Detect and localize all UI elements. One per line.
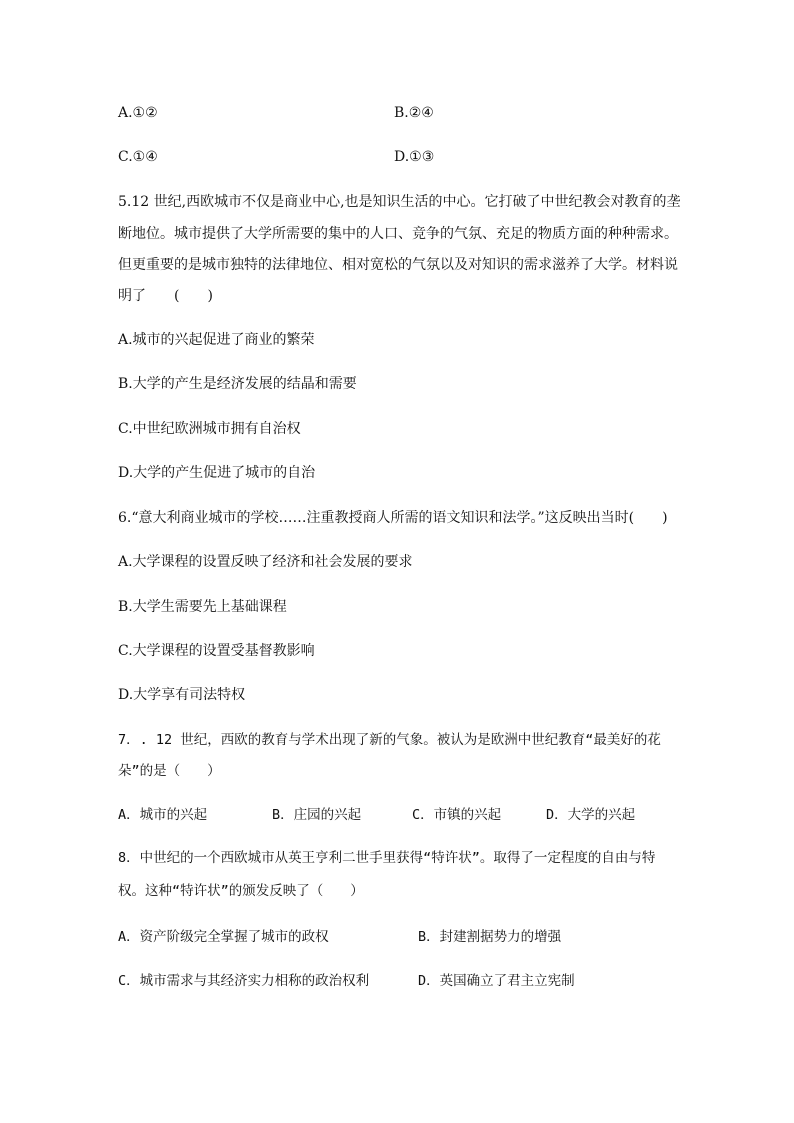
q4-option-a: A.①②: [118, 105, 158, 121]
q7-option-b: B．庄园的兴起: [272, 807, 362, 823]
q5-stem-line-2: 断地位。城市提供了大学所需要的集中的人口、竞争的气氛、充足的物质方面的种种需求。: [118, 226, 678, 242]
q6-option-d: D.大学享有司法特权: [118, 687, 246, 703]
q5-option-c: C.中世纪欧洲城市拥有自治权: [118, 421, 301, 437]
q4-option-c: C.①④: [118, 149, 158, 165]
q6-stem: 6.“意大利商业城市的学校……注重教授商人所需的语文知识和法学。”这反映出当时( ): [118, 510, 668, 526]
q6-option-c: C.大学课程的设置受基督教影响: [118, 643, 315, 659]
q8-option-b: B．封建割据势力的增强: [418, 929, 562, 945]
q8-stem-line-1: 8．中世纪的一个西欧城市从英王亨利二世手里获得“特许状”。取得了一定程度的自由与特: [118, 850, 656, 866]
q5-option-a: A.城市的兴起促进了商业的繁荣: [118, 332, 315, 348]
q8-option-d: D．英国确立了君主立宪制: [418, 973, 575, 989]
q4-option-d: D.①③: [394, 149, 435, 165]
q8-option-c: C．城市需求与其经济实力相称的政治权利: [118, 973, 370, 989]
q7-stem-line-2: 朵”的是（ ）: [118, 763, 221, 779]
q7-option-d: D．大学的兴起: [546, 807, 636, 823]
q7-option-c: C．市镇的兴起: [412, 807, 502, 823]
q7-option-a: A．城市的兴起: [118, 807, 208, 823]
q8-option-a: A．资产阶级完全掌握了城市的政权: [118, 929, 329, 945]
q4-option-b: B.②④: [394, 105, 434, 121]
q5-stem-line-4: 明了 ( ): [118, 288, 213, 304]
q5-option-b: B.大学的产生是经济发展的结晶和需要: [118, 376, 357, 392]
q6-option-a: A.大学课程的设置反映了经济和社会发展的要求: [118, 554, 413, 570]
q5-stem-line-1: 5.12 世纪,西欧城市不仅是商业中心,也是知识生活的中心。它打破了中世纪教会对教育的垄: [118, 194, 681, 210]
q5-stem-line-3: 但更重要的是城市独特的法律地位、相对宽松的气氛以及对知识的需求滋养了大学。材料说: [118, 257, 678, 273]
q5-option-d: D.大学的产生促进了城市的自治: [118, 465, 316, 481]
q6-option-b: B.大学生需要先上基础课程: [118, 599, 287, 615]
q8-stem-line-2: 权。这种“特许状”的颁发反映了（ ）: [118, 883, 364, 899]
q7-stem-line-1: 7．. 12 世纪，西欧的教育与学术出现了新的气象。被认为是欧洲中世纪教育“最美好的花: [118, 732, 661, 748]
